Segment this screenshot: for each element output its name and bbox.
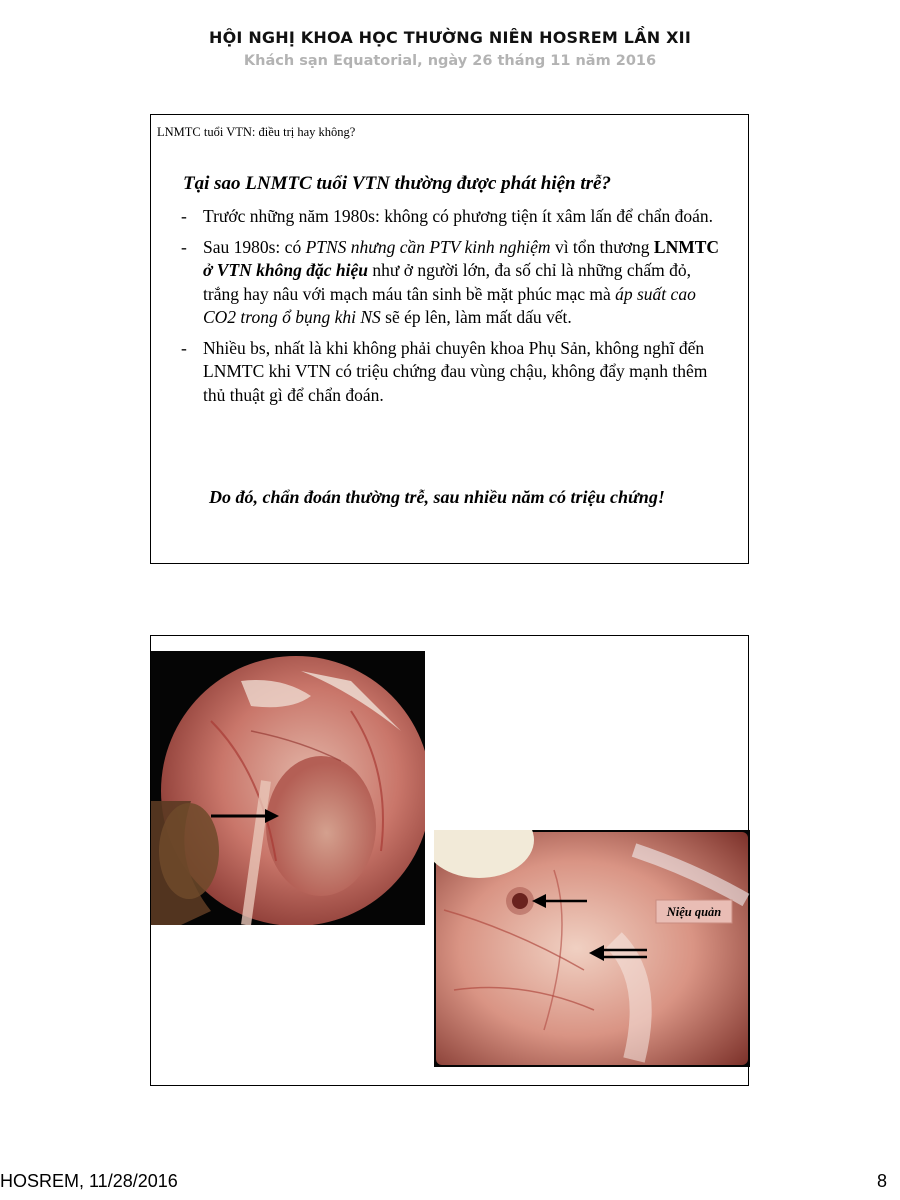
bullet-item bbox=[181, 337, 726, 408]
footer-org-date: HOSREM, 11/28/2016 bbox=[0, 1171, 178, 1191]
bullet-text-part: vì tổn thương bbox=[550, 236, 654, 257]
bullet-text: Trước những năm 1980s: không có phương tiện ít xâm lấn để chẩn đoán. bbox=[203, 206, 713, 226]
footer-page-number: 8 bbox=[876, 1171, 887, 1191]
bullet-marker: - bbox=[181, 236, 187, 257]
laparoscopy-photo-1 bbox=[151, 651, 425, 925]
bullet-item bbox=[181, 236, 726, 330]
bullet-item bbox=[181, 205, 726, 229]
bullet-text-italic: PTNS nhưng cần PTV kinh nghiệm bbox=[305, 236, 551, 257]
slide-images bbox=[150, 635, 749, 1086]
bullet-list bbox=[181, 205, 726, 414]
bullet-text-part: sẽ ép lên, làm mất dấu vết. bbox=[380, 307, 572, 327]
conference-title: HỘI NGHỊ KHOA HỌC THƯỜNG NIÊN HOSREM LẦN XII bbox=[209, 28, 691, 47]
laparoscopy-photo-2 bbox=[434, 830, 750, 1067]
slide-label: LNMTC tuổi VTN: điều trị hay không? bbox=[157, 125, 356, 139]
slide-text bbox=[150, 114, 749, 564]
slide-conclusion: Do đó, chẩn đoán thường trễ, sau nhiều năm có triệu chứng! bbox=[209, 487, 665, 507]
bullet-text-part: như ở người lớn, đa số chỉ là những chấm đỏ, trắng hay nâu với mạch máu tân sinh bề mặt phúc mạc mà bbox=[203, 260, 692, 304]
bullet-text: Nhiều bs, nhất là khi không phải chuyên khoa Phụ Sản, không nghĩ đến LNMTC khi VTN có triệu chứng đau vùng chậu, không đẩy mạnh thêm thủ thuật gì để chẩn đoán. bbox=[203, 337, 708, 405]
bullet-text-italic: áp suất cao CO2 trong ổ bụng khi NS bbox=[203, 283, 696, 327]
bullet-marker: - bbox=[181, 337, 187, 358]
bullet-text-bold: LNMTC bbox=[653, 236, 720, 257]
bullet-text-bold-italic: ở VTN không đặc hiệu bbox=[203, 260, 368, 280]
bullet-marker: - bbox=[181, 206, 187, 226]
ureter-label bbox=[656, 900, 732, 923]
conference-subtitle: Khách sạn Equatorial, ngày 26 tháng 11 năm 2016 bbox=[243, 53, 657, 69]
conference-header bbox=[0, 28, 900, 69]
slide-heading: Tại sao LNMTC tuổi VTN thường được phát hiện trễ? bbox=[183, 173, 611, 194]
ureter-label-text: Niệu quản bbox=[666, 905, 722, 919]
bullet-text-part: Sau 1980s: có bbox=[203, 236, 306, 257]
